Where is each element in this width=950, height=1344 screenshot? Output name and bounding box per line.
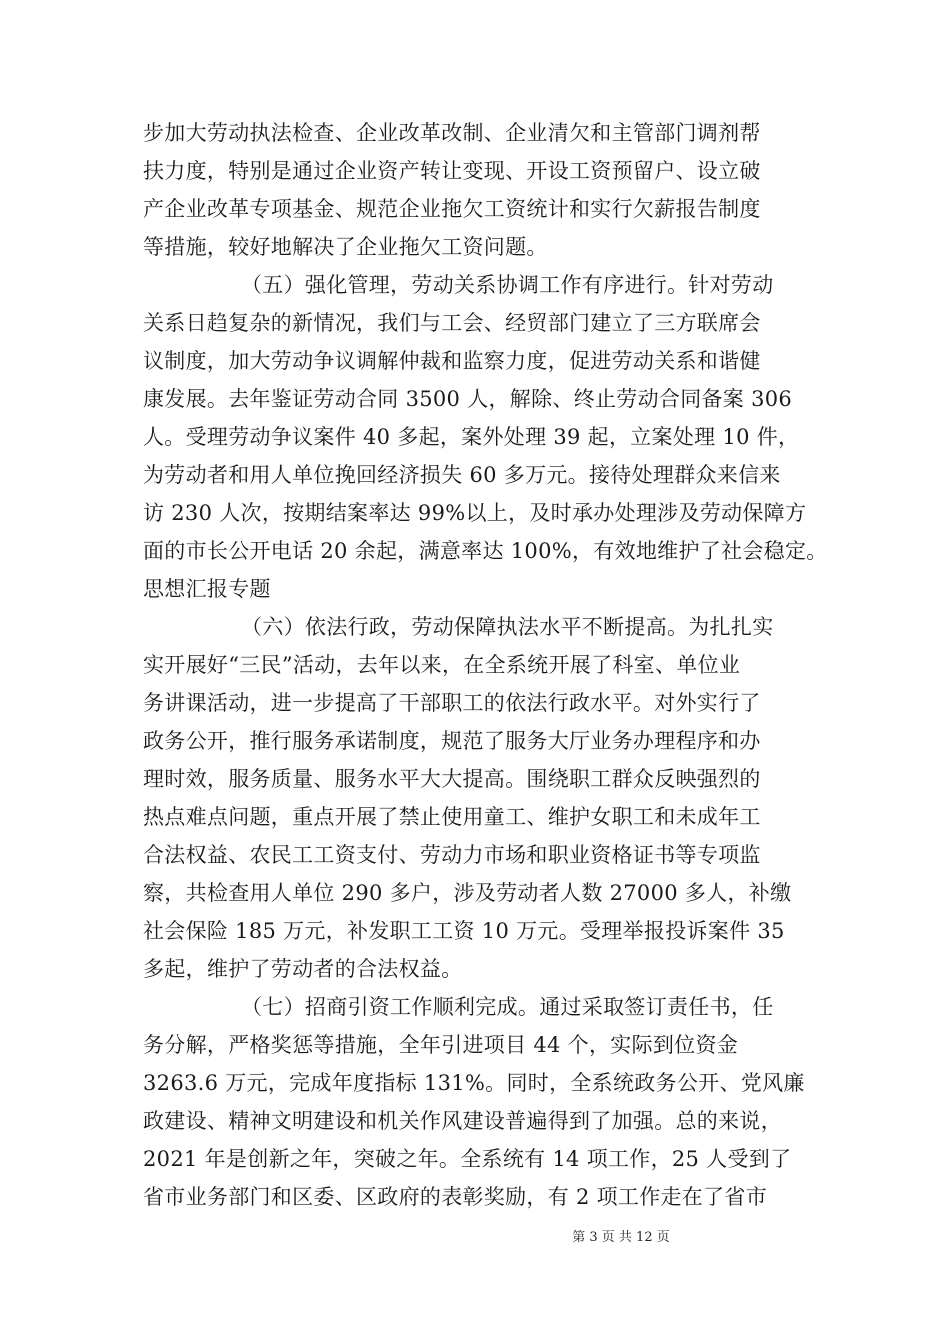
text-line: 热点难点问题，重点开展了禁止使用童工、维护女职工和未成年工 (143, 805, 761, 829)
text-line: 政务公开，推行服务承诺制度，规范了服务大厅业务办理程序和办 (143, 729, 761, 753)
text-line: 产企业改革专项基金、规范企业拖欠工资统计和实行欠薪报告制度 (143, 197, 761, 221)
body-text (143, 114, 828, 1216)
text-line: 2021 年是创新之年，突破之年。全系统有 14 项工作，25 人受到了 (143, 1147, 792, 1171)
paragraph (143, 988, 815, 1216)
paragraph (143, 266, 828, 608)
text-line: 理时效，服务质量、服务水平大大提高。围绕职工群众反映强烈的 (143, 767, 761, 791)
paragraph (143, 608, 815, 988)
text-line: 步加大劳动执法检查、企业改革改制、企业清欠和主管部门调剂帮 (143, 121, 761, 145)
paragraph (143, 114, 815, 266)
text-line: 察，共检查用人单位 290 多户，涉及劳动者人数 27000 多人，补缴 (143, 881, 792, 905)
text-line: 为劳动者和用人单位挽回经济损失 60 多万元。接待处理群众来信来 (143, 463, 781, 487)
text-line: 议制度，加大劳动争议调解仲裁和监察力度，促进劳动关系和谐健 (143, 349, 761, 373)
text-line: （六）依法行政，劳动保障执法水平不断提高。为扎扎实 (241, 615, 774, 639)
text-line: 访 230 人次，按期结案率达 99%以上，及时承办处理涉及劳动保障方 (143, 501, 807, 525)
text-line: 省市业务部门和区委、区政府的表彰奖励，有 2 项工作走在了省市 (143, 1185, 768, 1209)
text-line: 扶力度，特别是通过企业资产转让变现、开设工资预留户、设立破 (143, 159, 761, 183)
text-line: 务讲课活动，进一步提高了干部职工的依法行政水平。对外实行了 (143, 691, 761, 715)
text-line: 社会保险 185 万元，补发职工工资 10 万元。受理举报投诉案件 35 (143, 919, 785, 943)
text-line: 思想汇报专题 (143, 577, 271, 601)
text-line: 多起，维护了劳动者的合法权益。 (143, 957, 463, 981)
text-line: （七）招商引资工作顺利完成。通过采取签订责任书，任 (241, 995, 774, 1019)
text-line: （五）强化管理，劳动关系协调工作有序进行。针对劳动 (241, 273, 774, 297)
text-line: 人。受理劳动争议案件 40 多起，案外处理 39 起，立案处理 10 件， (143, 425, 800, 449)
text-line: 关系日趋复杂的新情况，我们与工会、经贸部门建立了三方联席会 (143, 311, 761, 335)
text-line: 面的市长公开电话 20 余起，满意率达 100%，有效地维护了社会稳定。 (143, 539, 828, 563)
text-line: 务分解，严格奖惩等措施，全年引进项目 44 个，实际到位资金 (143, 1033, 739, 1057)
page-footer: 第 3 页 共 12 页 (572, 1230, 670, 1245)
text-line: 康发展。去年鉴证劳动合同 3500 人，解除、终止劳动合同备案 306 (143, 387, 793, 411)
text-line: 合法权益、农民工工资支付、劳动力市场和职业资格证书等专项监 (143, 843, 761, 867)
text-line: 3263.6 万元，完成年度指标 131%。同时，全系统政务公开、党风廉 (143, 1071, 805, 1095)
text-line: 等措施，较好地解决了企业拖欠工资问题。 (143, 235, 548, 259)
text-line: 实开展好“三民”活动，去年以来，在全系统开展了科室、单位业 (143, 653, 741, 677)
text-line: 政建设、精神文明建设和机关作风建设普遍得到了加强。总的来说， (143, 1109, 782, 1133)
